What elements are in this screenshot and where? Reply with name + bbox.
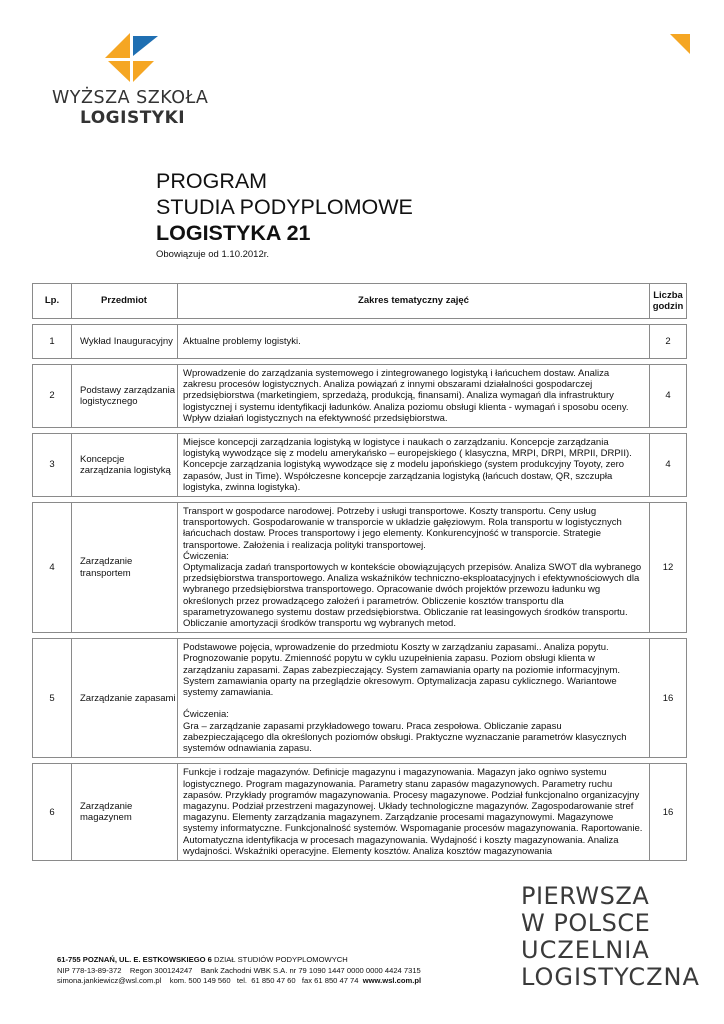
footer-department: DZIAŁ STUDIÓW PODYPLOMOWYCH: [211, 955, 348, 964]
cell-godziny: 4: [650, 434, 687, 497]
cell-lp: 4: [33, 503, 72, 633]
footer-website-link[interactable]: www.wsl.com.pl: [362, 976, 422, 985]
slogan-line4: LOGISTYCZNA: [521, 963, 700, 991]
valid-from: Obowiązuje od 1.10.2012r.: [156, 249, 270, 260]
header-zakres: Zakres tematyczny zajęć: [178, 284, 650, 319]
cell-godziny: 16: [650, 639, 687, 758]
cell-przedmiot: Zarządzanie magazynem: [72, 764, 178, 861]
heading-program: PROGRAM: [156, 169, 268, 193]
footer-address-line: [57, 955, 421, 966]
header-lp: Lp.: [33, 284, 72, 319]
table-row: [33, 365, 687, 428]
table-header-row: [33, 284, 687, 319]
cell-lp: 3: [33, 434, 72, 497]
cell-lp: 5: [33, 639, 72, 758]
heading-title: LOGISTYKA 21: [156, 221, 311, 245]
slogan: [521, 883, 700, 991]
cell-godziny: 4: [650, 365, 687, 428]
table-row: [33, 325, 687, 359]
footer-bank-line: NIP 778-13-89-372 Regon 300124247 Bank Zachodni WBK S.A. nr 79 1090 1447 0000 0000 4424 7315: [57, 965, 421, 975]
footer-contact: [57, 955, 421, 987]
cell-zakres: Wprowadzenie do zarządzania systemowego i zintegrowanego logistyką i łańcuchem dostaw. Analiza zakresu procesów logistycznych. Analiza powiązań z innymi obszarami działalności gospodarczej przedsiębiorstwa (marketingiem, sprzedażą, produkcją, finansami). Analiza wymagań dla infrastruktury logistycznej i systemu identyfikacji ładunków. Analiza poziomu obsługi klienta - wymagań i sposobu oceny. Wpływ działań logistycznych na efektywność przedsiębiorstwa.: [178, 365, 650, 428]
slogan-line2: W POLSCE: [521, 909, 651, 937]
cell-lp: 2: [33, 365, 72, 428]
cell-zakres: Transport w gospodarce narodowej. Potrzeby i usługi transportowe. Koszty transportu. Ceny usług transportowych. Gospodarowanie w transporcie w układzie gałęziowym. Rola transportu w logistycznych łańcuchach dostaw. Proces transportowy i jego elementy. Konkurencyjność w transporcie. Strategie transportowe. Założenia i realizacja polityki transportowej. Ćwiczenia: Optymalizacja zadań transportowych w kontekście obowiązujących przepisów. Analiza SWOT dla wybranego przedsiębiorstwa transportowego. Analiza wskaźników techniczno-eksploatacyjnych i efektywnościowych dla wybranego przedsiębiorstwa transportowego. Opracowanie dwóch projektów przewozu ładunku wg określonych przez prowadzącego założeń i parametrów. Obliczenie kosztów transportu dla sparametryzowanego systemu dostaw przedsiębiorstwa. Obliczanie rat leasingowych środków transportu. Obliczanie amortyzacji środków transportu wg wybranych metod.: [178, 503, 650, 633]
cell-godziny: 12: [650, 503, 687, 633]
logo-icon: [102, 30, 158, 86]
cell-zakres: Funkcje i rodzaje magazynów. Definicje magazynu i magazynowania. Magazyn jako ogniwo systemu logistycznego. Program magazynowania. Parametry stanu zapasów magazynowych. Parametry ruchu zapasów. Przykłady programów magazynowania. Procesy magazynowe. Podział funkcjonalno organizacyjny magazynu. Podział przestrzeni magazynowej. Układy technologiczne magazynów. Zagospodarowanie stref magazynu. Elementy zarządzania magazynem. Zarządzanie procesami magazynowymi. Magazynowe systemy informatyczne. Funkcjonalność systemów. Wspomaganie procesów magazynowania. Raportowanie. Automatyczna identyfikacja w procesach magazynowania. Wydajność i koszty magazynowania. Analiza wydajności. Wskaźniki operacyjne. Elementy kosztów. Analiza kosztów magazynowania: [178, 764, 650, 861]
cell-przedmiot: Zarządzanie transportem: [72, 503, 178, 633]
cell-godziny: 2: [650, 325, 687, 359]
footer-address: 61-755 POZNAŃ, UL. E. ESTKOWSKIEGO 6: [57, 955, 212, 964]
slogan-line1: PIERWSZA: [521, 882, 650, 910]
logo-text-line1: WYŻSZA SZKOŁA: [52, 88, 209, 108]
cell-lp: 6: [33, 764, 72, 861]
table-row: [33, 639, 687, 758]
cell-zakres: Miejsce koncepcji zarządzania logistyką w logistyce i naukach o zarządzaniu. Koncepcje zarządzania logistyką wywodzące się z modelu amerykańsko – europejskiego ( klasyczna, MRPI, DRPI, MRPII, DRPII). Koncepcje zarządzania logistyką wywodzące się z modelu japońskiego (system produkcyjny Toyoty, zero zapasów, Just in Time). Współczesne koncepcje zarządzania logistyką (łańcuch dostaw, QR, szczupła logistyka, zwinna logistyka).: [178, 434, 650, 497]
logo-text-line2: LOGISTYKI: [80, 108, 186, 128]
header-przedmiot: Przedmiot: [72, 284, 178, 319]
corner-triangle-icon: [670, 34, 690, 54]
cell-przedmiot: Koncepcje zarządzania logistyką: [72, 434, 178, 497]
table-row: [33, 764, 687, 861]
cell-przedmiot: Wykład Inauguracyjny: [72, 325, 178, 359]
cell-zakres: Aktualne problemy logistyki.: [178, 325, 650, 359]
footer-phones: simona.jankiewicz@wsl.com.pl kom. 500 149 560 tel. 61 850 47 60 fax 61 850 47 74: [57, 976, 363, 985]
heading-studies: STUDIA PODYPLOMOWE: [156, 195, 413, 219]
header-godziny: Liczba godzin: [650, 284, 687, 319]
table-row: [33, 434, 687, 497]
cell-zakres: Podstawowe pojęcia, wprowadzenie do przedmiotu Koszty w zarządzaniu zapasami.. Analiza popytu. Prognozowanie popytu. Zmienność popytu w cyklu uzupełnienia zapasu. Poziom obsługi klienta w zarządzaniu zapasami. Zapas zabezpieczający. System zamawiania oparty na poziomie informacyjnym. System zamawiania oparty na przeglądzie okresowym. Optymalizacja zapasu cyklicznego. Wariantowe systemy zamawiania. Ćwiczenia: Gra – zarządzanie zapasami przykładowego towaru. Praca zespołowa. Obliczanie zapasu zabezpieczającego dla określonych poziomów obsługi. Praktyczne wyznaczanie parametrów klasycznych systemów odnawiania zapasu.: [178, 639, 650, 758]
table-row: [33, 503, 687, 633]
program-table: [32, 283, 687, 861]
cell-godziny: 16: [650, 764, 687, 861]
cell-przedmiot: Podstawy zarządzania logistycznego: [72, 365, 178, 428]
cell-przedmiot: Zarządzanie zapasami: [72, 639, 178, 758]
footer-contact-line: [57, 976, 421, 987]
document-heading: [156, 168, 413, 260]
slogan-line3: UCZELNIA: [521, 936, 650, 964]
cell-lp: 1: [33, 325, 72, 359]
school-logo: [52, 30, 212, 126]
